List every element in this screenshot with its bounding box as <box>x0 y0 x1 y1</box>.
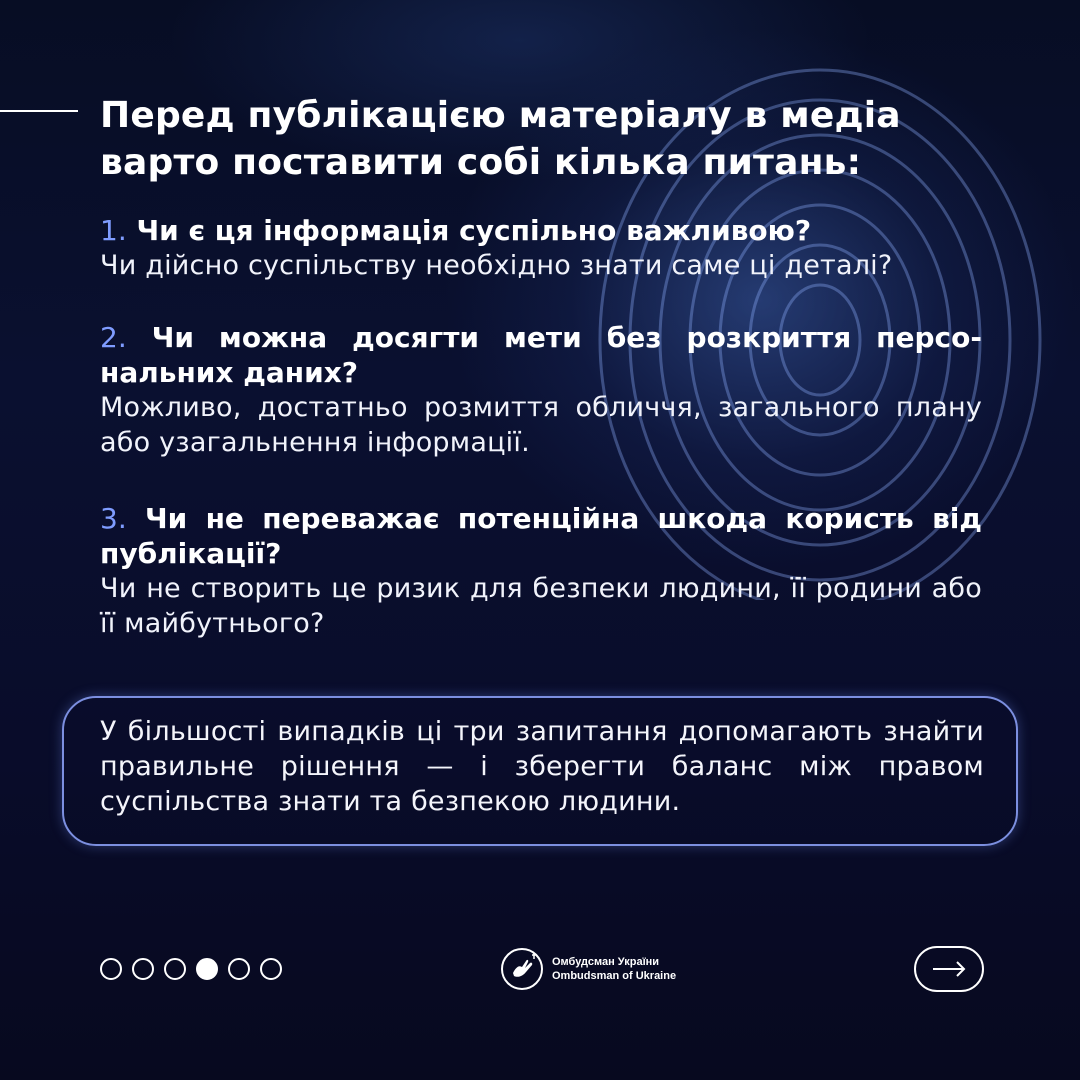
question-2-number: 2. <box>100 321 127 354</box>
question-2-body: Можливо, достатньо розмиття обличчя, загального плану або узагальнення інформації. <box>100 392 982 458</box>
next-button[interactable] <box>914 946 984 992</box>
question-3 <box>100 501 982 641</box>
callout-text: У більшості випадків ці три запитання допомагають знайти правильне рішення — і зберегти баланс між правом суспільства знати та безпекою людини. <box>100 716 984 817</box>
logo-line-ua: Омбудсман України <box>552 956 660 968</box>
question-1-body: Чи дійсно суспільству необхідно знати саме ці деталі? <box>100 250 893 281</box>
question-3-number: 3. <box>100 502 127 535</box>
title-line-1: Перед публікацією матеріалу в медіа <box>100 95 901 136</box>
pagination-dot-3[interactable] <box>164 958 186 980</box>
question-3-body: Чи не створить це ризик для безпеки людини, її родини або її майбутнього? <box>100 573 982 639</box>
ombudsman-hand-icon <box>500 947 544 991</box>
question-1-heading-text: Чи є ця інформація суспільно важливою? <box>136 214 812 247</box>
arrow-right-icon <box>932 961 966 977</box>
pagination-dots <box>100 958 282 980</box>
pagination-dot-1[interactable] <box>100 958 122 980</box>
question-3-heading <box>100 501 982 571</box>
question-2-heading-text: Чи можна досягти мети без розкриття персо-нальних даних? <box>100 321 982 389</box>
question-2 <box>100 320 982 460</box>
decorative-line <box>0 110 78 112</box>
pagination-dot-4[interactable] <box>196 958 218 980</box>
pagination-dot-5[interactable] <box>228 958 250 980</box>
page-title <box>100 92 1000 186</box>
question-1 <box>100 213 982 283</box>
pagination-dot-2[interactable] <box>132 958 154 980</box>
title-line-2: варто поставити собі кілька питань: <box>100 142 862 183</box>
pagination-dot-6[interactable] <box>260 958 282 980</box>
ombudsman-logo <box>500 946 676 992</box>
question-3-heading-text: Чи не переважає потенційна шкода користь від публікації? <box>100 502 982 570</box>
question-2-heading <box>100 320 982 390</box>
question-1-number: 1. <box>100 214 127 247</box>
question-1-heading <box>100 213 982 248</box>
logo-text <box>552 955 676 983</box>
logo-line-en: Ombudsman of Ukraine <box>552 970 677 982</box>
